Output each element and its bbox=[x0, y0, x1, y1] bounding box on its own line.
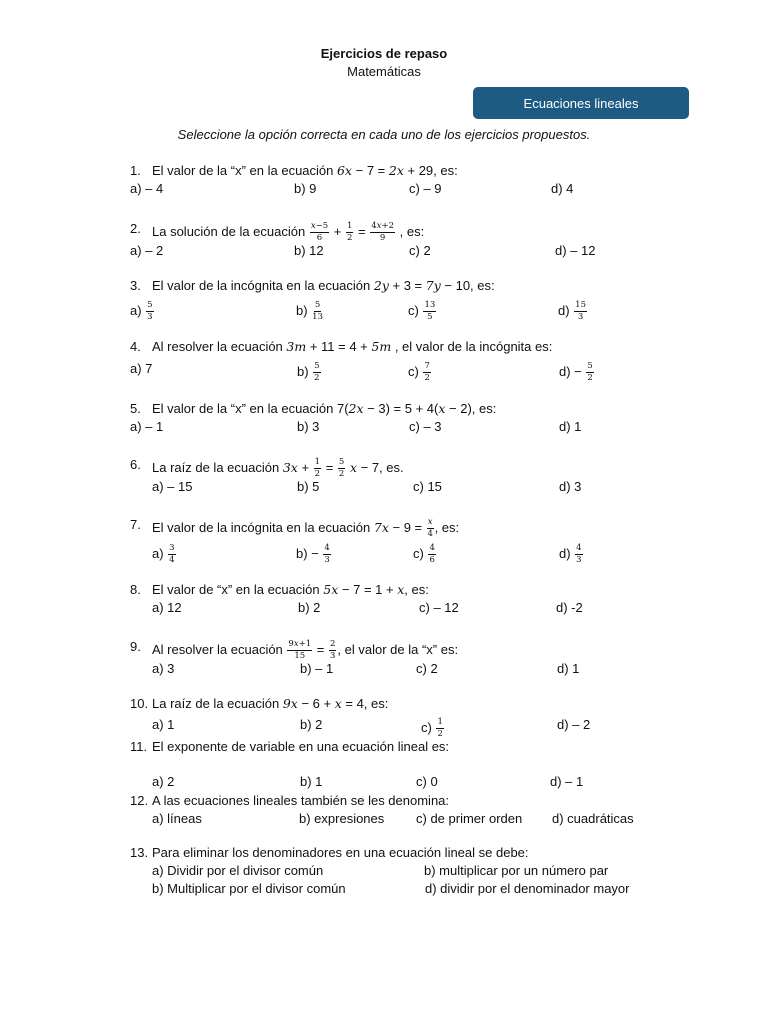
question-4-number: 4. bbox=[130, 339, 141, 354]
question-6-option-a[interactable]: a) – 15 bbox=[152, 479, 193, 494]
question-13-option-a[interactable]: a) Dividir por el divisor común bbox=[152, 863, 324, 878]
question-9-option-d[interactable]: d) 1 bbox=[557, 661, 580, 676]
question-3-text: El valor de la incógnita en la ecuación 2y + 3 = 7y − 10, es: bbox=[152, 278, 495, 293]
question-10-option-b[interactable]: b) 2 bbox=[300, 717, 323, 732]
question-4-option-c[interactable]: c) $\frac{7}{2}$ bbox=[408, 361, 430, 383]
question-12-option-b[interactable]: b) expresiones bbox=[299, 811, 385, 826]
question-4-option-a[interactable]: a) 7 bbox=[130, 361, 153, 376]
question-12-number: 12. bbox=[130, 793, 149, 808]
question-3-option-c[interactable]: c) $\frac{13}{5}$ bbox=[408, 300, 436, 322]
question-5-number: 5. bbox=[130, 401, 141, 416]
question-12-option-c[interactable]: c) de primer orden bbox=[416, 811, 523, 826]
question-12-option-d[interactable]: d) cuadráticas bbox=[552, 811, 634, 826]
question-7-option-b[interactable]: b) − $\frac{4}{3}$ bbox=[296, 543, 330, 565]
question-10-option-c[interactable]: c) $\frac{1}{2}$ bbox=[421, 717, 443, 739]
question-8-option-a[interactable]: a) 12 bbox=[152, 600, 182, 615]
question-13-number: 13. bbox=[130, 845, 149, 860]
question-10-text: La raíz de la ecuación 9x − 6 + x = 4, es: bbox=[152, 696, 389, 711]
question-9-number: 9. bbox=[130, 639, 141, 654]
question-4-option-d[interactable]: d) − $\frac{5}{2}$ bbox=[559, 361, 593, 383]
question-11-number: 11. bbox=[130, 739, 148, 754]
question-10-option-a[interactable]: a) 1 bbox=[152, 717, 175, 732]
topic-badge: Ecuaciones lineales bbox=[473, 87, 689, 119]
question-2-option-b[interactable]: b) 12 bbox=[294, 243, 324, 258]
question-8-option-d[interactable]: d) -2 bbox=[556, 600, 583, 615]
question-1-option-c[interactable]: c) – 9 bbox=[409, 181, 442, 196]
page-title: Ejercicios de repaso bbox=[320, 46, 448, 61]
question-10-option-d[interactable]: d) – 2 bbox=[557, 717, 591, 732]
question-7-text: El valor de la incógnita en la ecuación 7x − 9 = $\frac{x}{4}$ , es: bbox=[152, 517, 460, 539]
question-8-option-b[interactable]: b) 2 bbox=[298, 600, 321, 615]
question-11-option-a[interactable]: a) 2 bbox=[152, 774, 175, 789]
question-9-text: Al resolver la ecuación $\frac{9x+1}{15}$ = $\frac{2}{3}$ , el valor de la “x” es: bbox=[152, 639, 459, 661]
question-9-option-b[interactable]: b) – 1 bbox=[300, 661, 334, 676]
question-13-text: Para eliminar los denominadores en una ecuación lineal se debe: bbox=[152, 845, 529, 860]
question-11-text: El exponente de variable en una ecuación lineal es: bbox=[152, 739, 450, 754]
question-3-option-a[interactable]: a) $\frac{5}{3}$ bbox=[130, 300, 153, 322]
question-6-option-d[interactable]: d) 3 bbox=[559, 479, 582, 494]
question-2-option-d[interactable]: d) – 12 bbox=[555, 243, 596, 258]
question-5-option-b[interactable]: b) 3 bbox=[297, 419, 320, 434]
question-2-text: La solución de la ecuación $\frac{x-5}{6}$ + $\frac{1}{2}$ = $\frac{4x+2}{9}$ , es: bbox=[152, 221, 425, 243]
question-5-text: El valor de la “x” en la ecuación 7(2x − 3) = 5 + 4(x − 2), es: bbox=[152, 401, 497, 416]
question-1-text: El valor de la “x” en la ecuación 6x − 7 = 2x + 29, es: bbox=[152, 163, 458, 178]
question-4-text: Al resolver la ecuación 3m + 11 = 4 + 5m , el valor de la incógnita es: bbox=[152, 339, 553, 354]
question-8-number: 8. bbox=[130, 582, 141, 597]
question-3-option-b[interactable]: b) $\frac{5}{13}$ bbox=[296, 300, 323, 322]
question-7-number: 7. bbox=[130, 517, 141, 532]
question-8-text: El valor de “x” en la ecuación 5x − 7 = 1 + x, es: bbox=[152, 582, 429, 597]
page-subtitle: Matemáticas bbox=[347, 64, 421, 79]
question-1-option-a[interactable]: a) – 4 bbox=[130, 181, 164, 196]
question-13-option-b[interactable]: b) multiplicar por un número par bbox=[424, 863, 609, 878]
question-3-number: 3. bbox=[130, 278, 141, 293]
question-7-option-a[interactable]: a) $\frac{3}{4}$ bbox=[152, 543, 175, 565]
question-1-option-d[interactable]: d) 4 bbox=[551, 181, 574, 196]
question-1-option-b[interactable]: b) 9 bbox=[294, 181, 317, 196]
question-7-option-d[interactable]: d) $\frac{4}{3}$ bbox=[559, 543, 582, 565]
question-9-option-a[interactable]: a) 3 bbox=[152, 661, 175, 676]
question-6-option-c[interactable]: c) 15 bbox=[413, 479, 442, 494]
question-2-number: 2. bbox=[130, 221, 141, 236]
question-12-option-a[interactable]: a) líneas bbox=[152, 811, 202, 826]
question-2-option-a[interactable]: a) – 2 bbox=[130, 243, 164, 258]
question-11-option-b[interactable]: b) 1 bbox=[300, 774, 323, 789]
instructions: Seleccione la opción correcta en cada uno de los ejercicios propuestos. bbox=[177, 127, 591, 142]
question-11-option-c[interactable]: c) 0 bbox=[416, 774, 438, 789]
question-2-option-c[interactable]: c) 2 bbox=[409, 243, 431, 258]
question-4-option-b[interactable]: b) $\frac{5}{2}$ bbox=[297, 361, 320, 383]
question-7-option-c[interactable]: c) $\frac{4}{6}$ bbox=[413, 543, 435, 565]
question-5-option-a[interactable]: a) – 1 bbox=[130, 419, 164, 434]
question-11-option-d[interactable]: d) – 1 bbox=[550, 774, 584, 789]
question-13-option-d-2[interactable]: d) dividir por el denominador mayor bbox=[425, 881, 630, 896]
question-3-option-d[interactable]: d) $\frac{15}{3}$ bbox=[558, 300, 586, 322]
question-13-option-b-2[interactable]: b) Multiplicar por el divisor común bbox=[152, 881, 346, 896]
question-1-number: 1. bbox=[130, 163, 141, 178]
question-5-option-d[interactable]: d) 1 bbox=[559, 419, 582, 434]
question-5-option-c[interactable]: c) – 3 bbox=[409, 419, 442, 434]
question-6-option-b[interactable]: b) 5 bbox=[297, 479, 320, 494]
question-9-option-c[interactable]: c) 2 bbox=[416, 661, 438, 676]
question-6-text: La raíz de la ecuación 3x + $\frac{1}{2}$ = $\frac{5}{2}$ x − 7, es. bbox=[152, 457, 404, 479]
question-10-number: 10. bbox=[130, 696, 149, 711]
question-6-number: 6. bbox=[130, 457, 141, 472]
question-12-text: A las ecuaciones lineales también se les denomina: bbox=[152, 793, 450, 808]
question-8-option-c[interactable]: c) – 12 bbox=[419, 600, 459, 615]
